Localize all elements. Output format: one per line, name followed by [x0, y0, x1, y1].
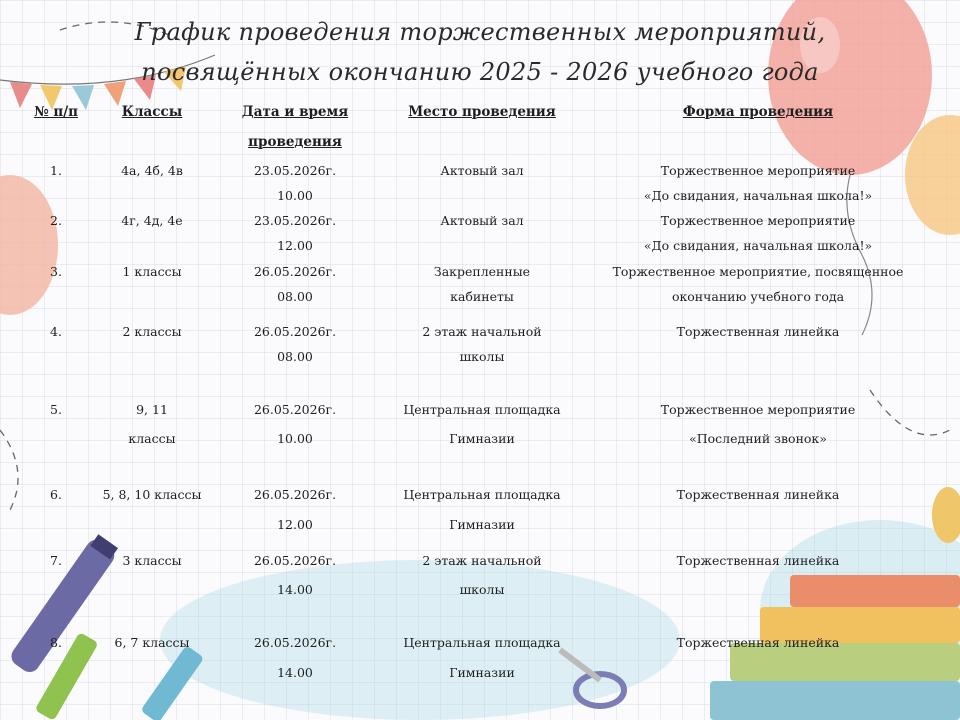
- row-3-place-line-2: кабинеты: [450, 289, 514, 304]
- row-7-classes: 3 классы: [122, 553, 182, 568]
- row-3-place-line-1: Закрепленные: [433, 264, 531, 279]
- row-4-date: 26.05.2026г.: [253, 324, 337, 339]
- row-3-form-line-2: окончанию учебного года: [671, 289, 845, 304]
- row-6-classes: 5, 8, 10 классы: [102, 487, 202, 502]
- row-8-num: 8.: [50, 635, 62, 650]
- row-2-date: 23.05.2026г.: [253, 213, 337, 228]
- row-5-date: 26.05.2026г.: [253, 402, 337, 417]
- row-8-date: 26.05.2026г.: [253, 635, 337, 650]
- row-4-num: 4.: [50, 324, 62, 339]
- row-7-place-line-2: школы: [459, 582, 505, 597]
- row-2-num: 2.: [50, 213, 62, 228]
- row-6-place-line-1: Центральная площадка: [403, 487, 561, 502]
- row-1-form-line-2: «До свидания, начальная школа!»: [643, 188, 873, 203]
- row-4-classes: 2 классы: [122, 324, 182, 339]
- header-place: Место проведения: [408, 104, 556, 120]
- row-6-num: 6.: [50, 487, 62, 502]
- header-num: № п/п: [33, 104, 79, 120]
- balloon-icon: [0, 175, 58, 315]
- row-6-place-line-2: Гимназии: [449, 517, 515, 532]
- row-6-date: 26.05.2026г.: [253, 487, 337, 502]
- row-4-place-line-1: 2 этаж начальной: [422, 324, 542, 339]
- row-5-form-line-2: «Последний звонок»: [689, 431, 827, 446]
- row-1-time: 10.00: [277, 188, 313, 203]
- row-1-form-line-1: Торжественное мероприятие: [660, 163, 856, 178]
- row-4-form: Торжественная линейка: [676, 324, 840, 339]
- row-8-time: 14.00: [277, 665, 313, 680]
- row-6-time: 12.00: [277, 517, 313, 532]
- row-7-form: Торжественная линейка: [676, 553, 840, 568]
- row-3-num: 3.: [50, 264, 62, 279]
- row-6-form: Торжественная линейка: [676, 487, 840, 502]
- row-2-form-line-2: «До свидания, начальная школа!»: [643, 238, 873, 253]
- row-5-place-line-1: Центральная площадка: [403, 402, 561, 417]
- header-classes: Классы: [121, 104, 183, 120]
- row-8-place-line-1: Центральная площадка: [403, 635, 561, 650]
- row-3-time: 08.00: [277, 289, 313, 304]
- row-5-classes-line-1: 9, 11: [136, 402, 168, 417]
- row-7-place-line-1: 2 этаж начальной: [422, 553, 542, 568]
- row-2-place: Актовый зал: [440, 213, 524, 228]
- row-2-time: 12.00: [277, 238, 313, 253]
- row-5-time: 10.00: [277, 431, 313, 446]
- row-4-time: 08.00: [277, 349, 313, 364]
- row-2-classes: 4г, 4д, 4е: [121, 213, 183, 228]
- row-8-form: Торжественная линейка: [676, 635, 840, 650]
- page-title-line-2: посвящённых окончанию 2025 - 2026 учебного года: [141, 58, 819, 86]
- header-date-line-2: проведения: [248, 134, 342, 150]
- row-5-classes-line-2: классы: [128, 431, 176, 446]
- row-2-form-line-1: Торжественное мероприятие: [660, 213, 856, 228]
- row-3-classes: 1 классы: [122, 264, 182, 279]
- row-8-place-line-2: Гимназии: [449, 665, 515, 680]
- row-1-date: 23.05.2026г.: [253, 163, 337, 178]
- row-1-classes: 4а, 4б, 4в: [121, 163, 183, 178]
- header-date-line-1: Дата и время: [241, 104, 349, 120]
- row-8-classes: 6, 7 классы: [114, 635, 190, 650]
- row-1-place: Актовый зал: [440, 163, 524, 178]
- row-4-place-line-2: школы: [459, 349, 505, 364]
- row-5-place-line-2: Гимназии: [449, 431, 515, 446]
- row-1-num: 1.: [50, 163, 62, 178]
- row-7-num: 7.: [50, 553, 62, 568]
- row-7-date: 26.05.2026г.: [253, 553, 337, 568]
- header-form: Форма проведения: [682, 104, 834, 120]
- row-3-date: 26.05.2026г.: [253, 264, 337, 279]
- page-title-line-1: График проведения торжественных мероприятий,: [134, 18, 826, 46]
- row-5-num: 5.: [50, 402, 62, 417]
- row-7-time: 14.00: [277, 582, 313, 597]
- row-3-form-line-1: Торжественное мероприятие, посвященное: [612, 264, 904, 279]
- row-5-form-line-1: Торжественное мероприятие: [660, 402, 856, 417]
